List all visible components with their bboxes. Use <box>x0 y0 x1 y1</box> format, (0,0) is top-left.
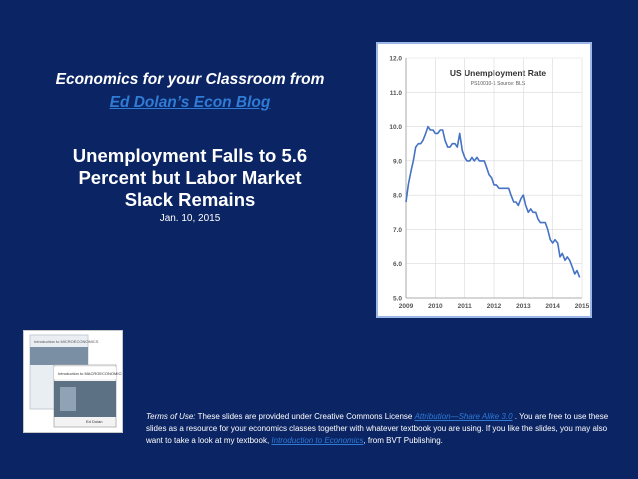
terms-text: , from BVT Publishing. <box>363 436 443 445</box>
y-tick-label: 9.0 <box>392 158 402 166</box>
x-tick-label: 2011 <box>457 303 472 310</box>
y-tick-label: 10.0 <box>389 124 402 132</box>
terms-of-use <box>146 411 624 447</box>
slide-headline <box>20 145 360 211</box>
kicker-text: Economics for your Classroom from <box>55 71 325 88</box>
y-tick-label: 6.0 <box>392 261 402 269</box>
textbook-cover-image <box>23 330 123 433</box>
y-tick-label: 12.0 <box>389 55 402 63</box>
back-book-band <box>30 347 88 365</box>
y-tick-label: 5.0 <box>392 295 402 303</box>
front-book-author: Ed Dolan <box>86 419 103 424</box>
headline-line: Slack Remains <box>124 189 256 210</box>
chart-title: US Unemployment Rate <box>449 68 547 78</box>
terms-text: . You are free to use these slides as a resource for your economics classes together with whatever textbook you are using. If you like the slides, you may also want to take a look at my textbook, <box>146 412 609 445</box>
chart-svg <box>378 44 590 316</box>
y-tick-label: 8.0 <box>392 192 402 200</box>
x-tick-label: 2013 <box>516 303 531 310</box>
headline-line: Unemployment Falls to 5.6 <box>72 145 308 166</box>
title-block <box>20 70 360 224</box>
x-tick-label: 2012 <box>486 303 502 310</box>
back-book-title: Introduction to MICROECONOMICS <box>34 339 99 344</box>
x-tick-label: 2015 <box>574 303 590 310</box>
license-link[interactable]: Attribution—Share Alike 3.0 <box>414 412 513 421</box>
blog-link[interactable]: Ed Dolan’s Econ Blog <box>109 94 271 111</box>
y-tick-label: 11.0 <box>389 89 402 97</box>
x-tick-label: 2010 <box>428 303 443 310</box>
unemployment-chart <box>376 42 592 318</box>
x-tick-label: 2014 <box>545 303 560 310</box>
terms-text: These slides are provided under Creative Commons License <box>195 412 415 421</box>
textbook-link[interactable]: Introduction to Economics <box>271 436 364 445</box>
front-book-title: Introduction to MACROECONOMICS <box>58 371 122 376</box>
chart-subtitle: PS10010-1 Source: BLS <box>470 81 526 87</box>
terms-label: Terms of Use: <box>146 412 196 421</box>
front-book-figure <box>60 387 76 411</box>
textbook-illustration <box>24 331 122 432</box>
slide-date: Jan. 10, 2015 <box>159 213 221 224</box>
y-tick-label: 7.0 <box>392 226 402 234</box>
headline-line: Percent but Labor Market <box>78 167 302 188</box>
x-tick-label: 2009 <box>398 303 414 310</box>
